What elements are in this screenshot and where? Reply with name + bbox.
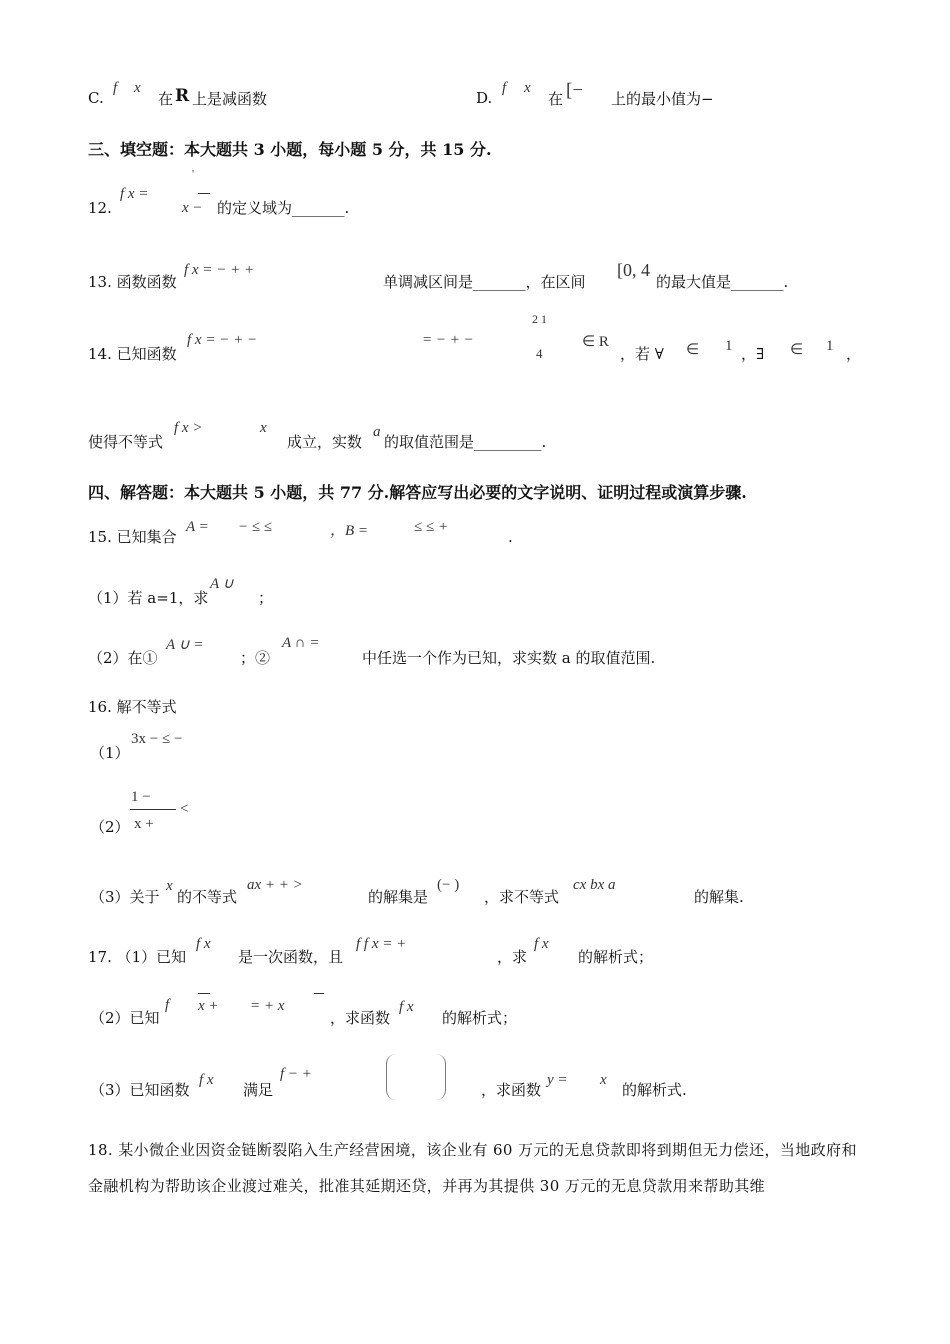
q14-line2-f: f x > (174, 420, 203, 436)
q12-text: 的定义域为_______. (217, 199, 350, 217)
option-d-text1: 在 (548, 90, 564, 108)
q13-number: 13. 函数函数 (88, 273, 177, 291)
q16-part3-x: x (166, 878, 173, 894)
q12-denominator: x − (182, 200, 203, 216)
q14-text1: ，若 ∀ (620, 345, 664, 363)
q17-part3-y: y = (547, 1072, 568, 1088)
q15-part2-text2: ；② (240, 649, 271, 667)
q16-part2-numerator: 1 − (131, 789, 151, 805)
q15-part2-expr2: A ∩ = (282, 635, 320, 651)
q12-number: 12. (88, 199, 112, 217)
q14-expr2: = − + − (422, 332, 474, 348)
q17-part3-text1: （3）已知函数 (90, 1081, 190, 1099)
q16-part2-fraction-bar (130, 809, 176, 810)
q17-part3-yx: x (600, 1072, 607, 1088)
q15-B: ，B = (330, 523, 369, 539)
q15-part1-text: （1）若 a=1，求 (88, 589, 209, 607)
option-d-text2: 上的最小值为− (611, 90, 714, 108)
option-d-bracket: [− (566, 80, 584, 101)
q14-one2: 1 (826, 338, 834, 354)
q16-part3-expr2: cx bx a (573, 877, 616, 893)
q17-part3-paren-group (386, 1054, 446, 1100)
q17-part2-f: f (165, 997, 170, 1013)
q17-part3-text2: 满足 (243, 1081, 274, 1099)
q17-text1: 是一次函数，且 (238, 948, 344, 966)
q14-line2-text3: 的取值范围是_________. (384, 433, 547, 451)
q15-part2-expr1: A ∪ = (166, 637, 204, 653)
q17-part2-text2: ，求函数 (330, 1009, 391, 1027)
q17-part2-sqrt-bar2 (314, 993, 324, 994)
option-c-label: C. (88, 89, 104, 107)
q15-part1-expr: A ∪ (210, 576, 234, 592)
q17-text3: 的解析式； (578, 948, 654, 966)
q14-sep: ，∃ (741, 345, 765, 363)
section-3-heading: 三、填空题：本大题共 3 小题，每小题 5 分，共 15 分. (88, 140, 492, 159)
q17-text2: ，求 (497, 948, 528, 966)
q12-fraction-bar (198, 193, 210, 194)
q14-expr1: f x = − + − (187, 332, 258, 348)
q14-in2: ∈ (790, 342, 804, 358)
q18-text: 18. 某小微企业因资金链断裂陷入生产经营困境，该企业有 60 万元的无息贷款即将到期但无力偿还，当地政府和金融机构为帮助该企业渡过难关，批准其延期还贷，并再为其提供 30 万元的无息贷款用来帮助其维 (88, 1141, 857, 1195)
q15-end: . (508, 528, 513, 546)
q17-part2-sqrt: x + (198, 998, 219, 1014)
q15-part2-text1: （2）在① (88, 649, 158, 667)
q16-part2-label: （2） (90, 818, 130, 836)
option-c (88, 88, 104, 108)
q17-part2-text3: 的解析式； (442, 1009, 518, 1027)
q16-part3-text4: ，求不等式 (484, 888, 560, 906)
q12-prime: ' (192, 168, 194, 180)
option-d-label: D. (476, 89, 493, 107)
q17-ff: f f x = + (356, 936, 407, 952)
q13-expr: f x = − + + (184, 262, 255, 278)
q16-part1-label: （1） (90, 744, 130, 762)
q17-part3-fx: f x (199, 1072, 214, 1088)
q14-line2-x: x (260, 420, 267, 436)
q17-f1: f x (196, 936, 211, 952)
q16-part3-text1: （3）关于 (90, 888, 160, 906)
q16-part3-text3: 的解集是 (368, 888, 429, 906)
q14-end: ， (846, 345, 862, 363)
q14-one1: 1 (725, 338, 733, 354)
option-c-R: R (175, 86, 190, 106)
q13-interval: [0, 4 (617, 260, 650, 280)
q12-lhs: f x = (120, 186, 149, 202)
q14-line2-a: a (373, 424, 381, 440)
section-4-heading: 四、解答题：本大题共 5 小题，共 77 分.解答应写出必要的文字说明、证明过程或演算步骤. (88, 483, 747, 502)
q16-part3-text2: 的不等式 (177, 888, 238, 906)
option-d-f: f (502, 80, 507, 96)
q16-part2-relation: < (180, 801, 189, 817)
q14-line2-text1: 使得不等式 (88, 433, 164, 451)
q15-Aset: − ≤ ≤ (238, 519, 273, 535)
q17-part2-sqrt-bar (198, 993, 210, 994)
q14-in1: ∈ (686, 342, 700, 358)
q17-part2-fx: f x (399, 999, 414, 1015)
q16-part1-expr: 3x − ≤ − (131, 731, 183, 747)
q15-part2-text3: 中任选一个作为已知，求实数 a 的取值范围. (362, 649, 656, 667)
q17-f2: f x (534, 936, 549, 952)
q14-frac-num: 2 1 (532, 312, 547, 326)
q17-part3-text4: 的解析式. (622, 1081, 687, 1099)
q16-part2-denominator: x + (134, 816, 154, 832)
q16-part3-text5: 的解集. (694, 888, 744, 906)
q16-part3-set: (− ) (437, 877, 460, 893)
option-d-x: x (524, 80, 531, 96)
option-c-text1: 在 (158, 90, 174, 108)
q14-inR: ∈ R (582, 334, 609, 350)
q17-part2-text1: （2）已知 (90, 1009, 160, 1027)
q16-part3-expr: ax + + > (247, 877, 303, 893)
q14-number: 14. 已知函数 (88, 345, 177, 363)
q13-text1: 单调减区间是_______，在区间 (383, 273, 586, 291)
option-c-f: f (113, 80, 118, 96)
q14-frac-den: 4 (536, 346, 543, 361)
q17-part2-eq: = + x (250, 998, 285, 1014)
q17-number: 17. （1）已知 (88, 948, 187, 966)
q13-text2: 的最大值是_______. (656, 273, 789, 291)
q15-number: 15. 已知集合 (88, 528, 177, 546)
q17-part3-expr: f − + (280, 1066, 312, 1082)
q14-line2-text2: 成立，实数 (287, 433, 363, 451)
q15-A: A = (186, 519, 209, 535)
option-c-x: x (134, 80, 141, 96)
q15-part1-end: ； (258, 589, 274, 607)
q16-title: 16. 解不等式 (88, 698, 177, 716)
q17-part3-text3: ，求函数 (481, 1081, 542, 1099)
q15-Bset: ≤ ≤ + (414, 519, 449, 535)
option-c-text2: 上是减函数 (192, 90, 268, 108)
